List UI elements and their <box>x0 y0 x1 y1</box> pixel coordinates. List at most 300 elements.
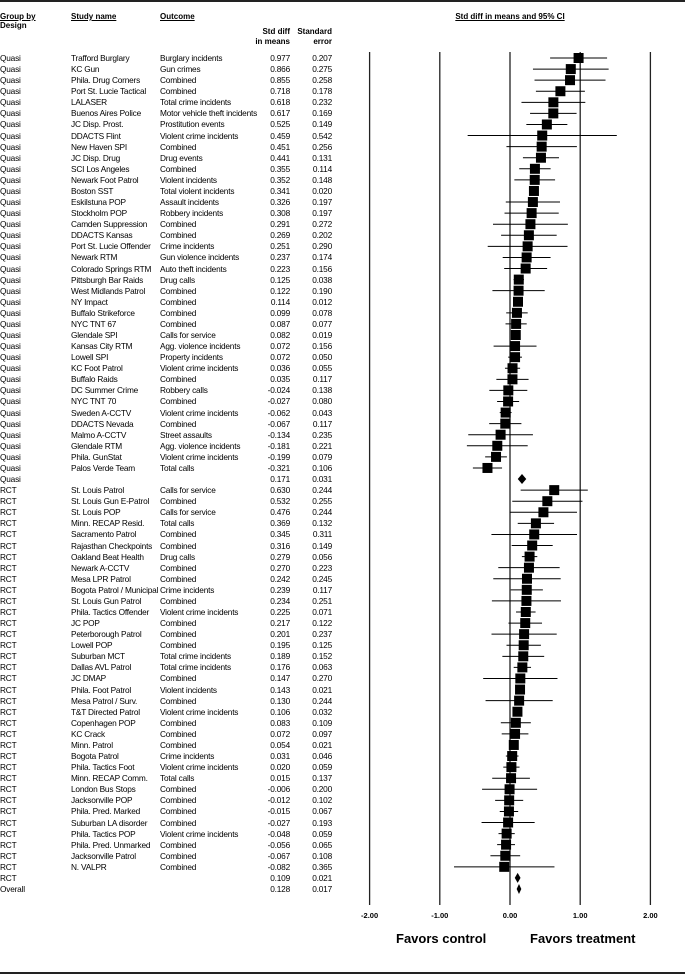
se-cell: 0.149 <box>312 119 332 130</box>
effect-marker <box>548 108 558 118</box>
outcome-cell: Total crime incidents <box>160 97 231 108</box>
effect-marker <box>530 175 540 185</box>
group-cell: RCT <box>0 562 17 573</box>
smd-cell: -0.321 <box>267 462 290 473</box>
effect-marker <box>504 806 514 816</box>
se-cell: 0.255 <box>312 496 332 507</box>
smd-cell: 0.476 <box>270 507 290 518</box>
se-cell: 0.232 <box>312 97 332 108</box>
effect-marker <box>522 574 532 584</box>
study-name-cell: West Midlands Patrol <box>71 285 146 296</box>
outcome-cell: Combined <box>160 839 197 850</box>
group-cell: Quasi <box>0 352 21 363</box>
group-cell: RCT <box>0 640 17 651</box>
group-cell: Quasi <box>0 252 21 263</box>
study-name-cell: NY Impact <box>71 296 108 307</box>
smd-cell: 0.217 <box>270 618 290 629</box>
outcome-cell: Calls for service <box>160 507 216 518</box>
se-cell: 0.020 <box>312 185 332 196</box>
smd-cell: -0.027 <box>267 817 290 828</box>
effect-marker <box>518 651 528 661</box>
smd-cell: -0.199 <box>267 451 290 462</box>
plot-title: Std diff in means and 95% CI <box>455 12 565 21</box>
se-cell: 0.270 <box>312 673 332 684</box>
smd-cell: 0.189 <box>270 651 290 662</box>
se-cell: 0.071 <box>312 607 332 617</box>
smd-cell: -0.067 <box>267 850 290 861</box>
effect-marker <box>507 751 517 761</box>
group-cell: RCT <box>0 629 17 640</box>
outcome-cell: Crime incidents <box>160 751 215 762</box>
effect-marker <box>524 230 534 240</box>
outcome-cell: Combined <box>160 717 197 728</box>
group-cell: Quasi <box>0 208 21 219</box>
se-cell: 0.290 <box>312 241 332 252</box>
outcome-cell: Combined <box>160 219 197 230</box>
outcome-cell: Combined <box>160 396 197 407</box>
group-cell: Quasi <box>0 230 21 241</box>
outcome-cell: Combined <box>160 418 197 429</box>
outcome-cell: Combined <box>160 318 197 329</box>
smd-cell: -0.067 <box>267 418 290 429</box>
effect-marker <box>565 75 575 85</box>
effect-marker <box>525 552 535 562</box>
effect-marker <box>501 408 511 418</box>
smd-cell: 0.036 <box>270 363 290 374</box>
group-cell: Quasi <box>0 307 21 318</box>
header-group-2: Design <box>0 21 27 30</box>
effect-marker <box>514 286 524 296</box>
outcome-cell: Assault incidents <box>160 197 219 208</box>
outcome-cell: Combined <box>160 739 197 750</box>
outcome-cell: Burglary incidents <box>160 53 223 63</box>
effect-marker <box>500 419 510 429</box>
group-cell: RCT <box>0 828 17 839</box>
effect-marker <box>519 629 529 639</box>
outcome-cell: Property incidents <box>160 352 223 363</box>
effect-marker <box>529 186 539 196</box>
study-name-cell: JC DMAP <box>71 673 107 684</box>
group-cell: RCT <box>0 673 17 684</box>
group-cell: Quasi <box>0 341 21 352</box>
x-tick-label: -1.00 <box>431 911 449 920</box>
effect-marker <box>542 496 552 506</box>
study-name-cell: Mesa LPR Patrol <box>71 573 131 584</box>
se-cell: 0.012 <box>312 296 332 307</box>
outcome-cell: Drug calls <box>160 274 195 285</box>
effect-marker <box>531 518 541 528</box>
study-name-cell: Phila. Tactics POP <box>71 828 136 839</box>
group-cell: Quasi <box>0 141 21 152</box>
effect-marker <box>502 829 512 839</box>
outcome-cell: Combined <box>160 230 197 241</box>
study-name-cell: Copenhagen POP <box>71 717 136 728</box>
se-cell: 0.078 <box>312 307 332 318</box>
effect-marker <box>499 862 509 872</box>
smd-cell: -0.062 <box>267 407 290 418</box>
outcome-cell: Calls for service <box>160 485 216 496</box>
group-cell: RCT <box>0 850 17 861</box>
effect-marker <box>512 308 522 318</box>
study-name-cell: Bogota Patrol <box>71 751 119 762</box>
se-cell: 0.152 <box>312 651 332 662</box>
se-cell: 0.067 <box>312 806 332 817</box>
smd-cell: 0.054 <box>270 739 290 750</box>
study-name-cell: Lowell POP <box>71 640 113 651</box>
header-smd-2: in means <box>255 37 290 46</box>
outcome-cell: Violent incidents <box>160 684 217 695</box>
group-cell: Quasi <box>0 152 21 163</box>
group-cell: RCT <box>0 595 17 606</box>
se-cell: 0.275 <box>312 64 332 75</box>
study-name-cell: KC Gun <box>71 64 100 75</box>
smd-cell: 0.239 <box>270 584 290 595</box>
smd-cell: 0.176 <box>270 662 290 673</box>
se-cell: 0.125 <box>312 640 332 651</box>
study-name-cell: LALASER <box>71 97 107 108</box>
smd-cell: 0.171 <box>270 474 290 485</box>
group-cell: RCT <box>0 817 17 828</box>
group-cell: Quasi <box>0 274 21 285</box>
study-name-cell: Phila. Pred. Unmarked <box>71 839 151 850</box>
se-cell: 0.311 <box>312 529 332 540</box>
smd-cell: 0.099 <box>270 307 290 318</box>
smd-cell: 0.369 <box>270 518 290 529</box>
group-cell: Quasi <box>0 64 21 75</box>
group-cell: Quasi <box>0 197 21 208</box>
se-cell: 0.097 <box>312 728 332 739</box>
effect-marker <box>555 86 565 96</box>
smd-cell: -0.006 <box>267 784 290 795</box>
header-group: Group by <box>0 12 36 21</box>
study-name-cell: KC Foot Patrol <box>71 363 123 374</box>
smd-cell: -0.134 <box>267 429 290 440</box>
se-cell: 0.109 <box>312 717 332 728</box>
smd-cell: -0.048 <box>267 828 290 839</box>
se-cell: 0.138 <box>312 385 332 396</box>
outcome-cell: Robbery calls <box>160 385 208 396</box>
header-outcome: Outcome <box>160 12 195 21</box>
outcome-cell: Combined <box>160 374 197 385</box>
header-study: Study name <box>71 12 117 21</box>
se-cell: 0.244 <box>312 695 332 706</box>
effect-marker <box>505 784 515 794</box>
group-cell: RCT <box>0 861 17 872</box>
group-cell: RCT <box>0 717 17 728</box>
group-cell: Quasi <box>0 440 21 451</box>
study-name-cell: St. Louis Patrol <box>71 485 125 496</box>
effect-marker <box>523 241 533 251</box>
group-cell: Quasi <box>0 119 21 130</box>
smd-cell: -0.015 <box>267 806 290 817</box>
se-cell: 0.043 <box>312 407 332 418</box>
smd-cell: -0.181 <box>267 440 290 451</box>
group-cell: RCT <box>0 518 17 529</box>
outcome-cell: Combined <box>160 618 197 629</box>
outcome-cell: Total crime incidents <box>160 651 231 662</box>
outcome-cell: Combined <box>160 285 197 296</box>
smd-cell: 0.618 <box>270 97 290 108</box>
se-cell: 0.032 <box>312 706 332 717</box>
smd-cell: 0.242 <box>270 573 290 584</box>
se-cell: 0.077 <box>312 318 332 329</box>
group-cell: RCT <box>0 618 17 629</box>
se-cell: 0.190 <box>312 285 332 296</box>
study-name-cell: Phila. GunStat <box>71 451 122 462</box>
group-cell: RCT <box>0 684 17 695</box>
outcome-cell: Combined <box>160 163 197 174</box>
smd-cell: 0.308 <box>270 208 290 219</box>
outcome-cell: Agg. violence incidents <box>160 341 241 352</box>
se-cell: 0.132 <box>312 518 332 529</box>
study-name-cell: Mesa Patrol / Surv. <box>71 695 138 706</box>
group-cell: RCT <box>0 762 17 773</box>
smd-cell: 0.341 <box>270 185 290 196</box>
smd-cell: 0.035 <box>270 374 290 385</box>
group-cell: Quasi <box>0 86 21 97</box>
outcome-cell: Combined <box>160 817 197 828</box>
group-cell: Quasi <box>0 418 21 429</box>
effect-marker <box>520 618 530 628</box>
effect-marker <box>529 529 539 539</box>
smd-cell: 0.109 <box>270 872 290 883</box>
smd-cell: 0.083 <box>270 717 290 728</box>
outcome-cell: Combined <box>160 784 197 795</box>
group-cell: RCT <box>0 784 17 795</box>
group-cell: Quasi <box>0 174 21 185</box>
effect-marker <box>482 463 492 473</box>
group-cell: RCT <box>0 485 17 496</box>
study-name-cell: Bogota Patrol / Municipal <box>71 584 159 595</box>
smd-cell: 0.130 <box>270 695 290 706</box>
se-cell: 0.235 <box>312 429 332 440</box>
study-name-cell: T&T Directed Patrol <box>71 706 140 717</box>
smd-cell: 0.718 <box>270 86 290 97</box>
se-cell: 0.169 <box>312 108 332 119</box>
outcome-cell: Combined <box>160 540 197 551</box>
effect-marker <box>503 385 513 395</box>
effect-marker <box>509 740 519 750</box>
smd-cell: -0.012 <box>267 795 290 806</box>
group-cell: RCT <box>0 751 17 762</box>
group-cell: RCT <box>0 573 17 584</box>
outcome-cell: Crime incidents <box>160 584 215 595</box>
x-tick-label: -2.00 <box>361 911 379 920</box>
study-name-cell: Port St. Lucie Offender <box>71 241 151 252</box>
outcome-cell: Street assaults <box>160 429 212 440</box>
smd-cell: 0.326 <box>270 197 290 208</box>
study-name-cell: Minn. RECAP Comm. <box>71 773 148 784</box>
effect-marker <box>525 219 535 229</box>
effect-marker <box>500 851 510 861</box>
smd-cell: 0.234 <box>270 595 290 606</box>
outcome-cell: Total violent incidents <box>160 185 235 196</box>
study-name-cell: NYC TNT 67 <box>71 318 117 329</box>
smd-cell: 0.977 <box>270 53 290 63</box>
smd-cell: 0.143 <box>270 684 290 695</box>
effect-marker <box>506 773 516 783</box>
study-name-cell: Oakland Beat Health <box>71 551 144 562</box>
favors-control-label: Favors control <box>396 931 487 946</box>
effect-marker <box>536 153 546 163</box>
effect-marker <box>515 673 525 683</box>
smd-cell: 0.237 <box>270 252 290 263</box>
study-name-cell: London Bus Stops <box>71 784 136 795</box>
study-name-cell: St. Louis Gun E-Patrol <box>71 496 150 507</box>
se-cell: 0.114 <box>312 163 332 174</box>
outcome-cell: Violent crime incidents <box>160 607 239 617</box>
outcome-cell: Auto theft incidents <box>160 263 227 274</box>
se-cell: 0.063 <box>312 662 332 673</box>
outcome-cell: Violent crime incidents <box>160 706 239 717</box>
effect-marker <box>496 430 506 440</box>
se-cell: 0.038 <box>312 274 332 285</box>
study-name-cell: DDACTS Kansas <box>71 230 133 241</box>
group-cell: RCT <box>0 507 17 518</box>
study-name-cell: Peterborough Patrol <box>71 629 142 640</box>
group-cell: RCT <box>0 607 17 617</box>
outcome-cell: Combined <box>160 496 197 507</box>
se-cell: 0.019 <box>312 330 332 340</box>
effect-marker <box>510 729 520 739</box>
se-cell: 0.200 <box>312 784 332 795</box>
smd-cell: -0.027 <box>267 396 290 407</box>
se-cell: 0.193 <box>312 817 332 828</box>
study-name-cell: Jacksonville Patrol <box>71 850 136 861</box>
outcome-cell: Combined <box>160 673 197 684</box>
effect-marker <box>503 818 513 828</box>
group-cell: RCT <box>0 695 17 706</box>
study-name-cell: Eskilstuna POP <box>71 197 126 208</box>
group-cell: RCT <box>0 806 17 817</box>
group-cell: Quasi <box>0 474 21 485</box>
smd-cell: 0.087 <box>270 318 290 329</box>
group-cell: Quasi <box>0 374 21 385</box>
se-cell: 0.059 <box>312 762 332 773</box>
smd-cell: 0.279 <box>270 551 290 562</box>
study-name-cell: Minn. Patrol <box>71 739 113 750</box>
effect-marker <box>517 662 527 672</box>
effect-marker <box>511 330 521 340</box>
group-cell: Quasi <box>0 108 21 119</box>
group-cell: RCT <box>0 728 17 739</box>
effect-marker <box>511 319 521 329</box>
group-cell: RCT <box>0 651 17 662</box>
group-cell: RCT <box>0 529 17 540</box>
outcome-cell: Total calls <box>160 518 195 529</box>
smd-cell: 0.352 <box>270 174 290 185</box>
se-cell: 0.244 <box>312 485 332 496</box>
se-cell: 0.256 <box>312 141 332 152</box>
group-cell: Quasi <box>0 263 21 274</box>
study-name-cell: DC Summer Crime <box>71 385 139 396</box>
summary-diamond <box>517 884 522 894</box>
outcome-cell: Drug calls <box>160 551 195 562</box>
se-cell: 0.117 <box>312 584 332 595</box>
outcome-cell: Violent crime incidents <box>160 363 239 374</box>
smd-cell: 0.223 <box>270 263 290 274</box>
group-cell: RCT <box>0 773 17 784</box>
se-cell: 0.021 <box>312 872 332 883</box>
outcome-cell: Combined <box>160 850 197 861</box>
effect-marker <box>530 164 540 174</box>
effect-marker <box>513 297 523 307</box>
se-cell: 0.221 <box>312 440 332 451</box>
smd-cell: 0.225 <box>270 607 290 617</box>
smd-cell: 0.251 <box>270 241 290 252</box>
study-name-cell: Dallas AVL Patrol <box>71 662 132 673</box>
se-cell: 0.156 <box>312 341 332 352</box>
outcome-cell: Combined <box>160 75 197 86</box>
smd-cell: 0.114 <box>270 296 290 307</box>
smd-cell: -0.056 <box>267 839 290 850</box>
group-cell: RCT <box>0 795 17 806</box>
effect-marker <box>501 840 511 850</box>
effect-marker <box>491 452 501 462</box>
effect-marker <box>527 208 537 218</box>
header-se-2: error <box>313 37 332 46</box>
study-name-cell: Pittsburgh Bar Raids <box>71 274 144 285</box>
se-cell: 0.050 <box>312 352 332 363</box>
effect-marker <box>504 795 514 805</box>
outcome-cell: Combined <box>160 296 197 307</box>
outcome-cell: Combined <box>160 573 197 584</box>
group-cell: Quasi <box>0 163 21 174</box>
summary-diamond <box>518 474 527 484</box>
se-cell: 0.021 <box>312 684 332 695</box>
study-name-cell: Kansas City RTM <box>71 341 133 352</box>
outcome-cell: Combined <box>160 795 197 806</box>
se-cell: 0.079 <box>312 451 332 462</box>
study-name-cell: N. VALPR <box>71 861 107 872</box>
group-cell: RCT <box>0 872 17 883</box>
group-cell: RCT <box>0 551 17 562</box>
effect-marker <box>566 64 576 74</box>
outcome-cell: Combined <box>160 861 197 872</box>
header-se: Standard <box>297 27 332 36</box>
group-cell: RCT <box>0 584 17 595</box>
smd-cell: 0.855 <box>270 75 290 86</box>
effect-marker <box>510 352 520 362</box>
study-name-cell: JC POP <box>71 618 100 629</box>
smd-cell: 0.355 <box>270 163 290 174</box>
study-name-cell: Phila. Pred. Marked <box>71 806 141 817</box>
study-name-cell: KC Crack <box>71 728 105 739</box>
se-cell: 0.137 <box>312 773 332 784</box>
study-name-cell: Buenos Aires Police <box>71 108 141 119</box>
group-cell: RCT <box>0 540 17 551</box>
outcome-cell: Violent crime incidents <box>160 828 239 839</box>
se-cell: 0.251 <box>312 595 332 606</box>
se-cell: 0.117 <box>312 418 332 429</box>
outcome-cell: Total calls <box>160 773 195 784</box>
group-cell: Overall <box>0 884 25 894</box>
effect-marker <box>524 563 534 573</box>
outcome-cell: Combined <box>160 695 197 706</box>
group-cell: Quasi <box>0 53 21 63</box>
study-name-cell: Jacksonville POP <box>71 795 133 806</box>
group-cell: Quasi <box>0 285 21 296</box>
smd-cell: 0.316 <box>270 540 290 551</box>
effect-marker <box>519 640 529 650</box>
effect-marker <box>521 264 531 274</box>
smd-cell: 0.020 <box>270 762 290 773</box>
effect-marker <box>508 363 518 373</box>
outcome-cell: Prostitution events <box>160 119 225 130</box>
effect-marker <box>492 441 502 451</box>
effect-marker <box>512 707 522 717</box>
effect-marker <box>521 596 531 606</box>
